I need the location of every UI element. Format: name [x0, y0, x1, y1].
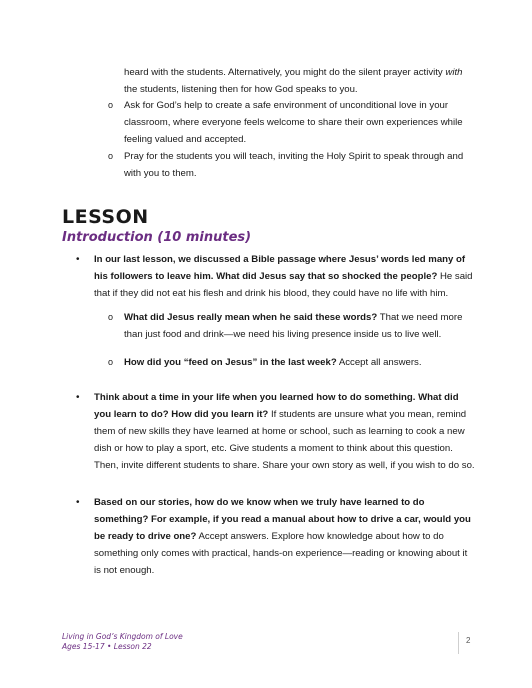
- bullet-marker: •: [76, 497, 80, 508]
- continuation-paragraph: heard with the students. Alternatively, you might do the silent prayer activity with the students, listening then for how God speaks to you.: [124, 67, 463, 95]
- bullet-marker: •: [76, 392, 80, 403]
- bullet-text: In our last lesson, we discussed a Bible passage where Jesus’ words led many of his followers to leave him. What did Jesus say that so shocked the people? He said that if they did not eat his flesh and drink his blood, they could have no life with him.: [94, 254, 473, 299]
- sub-bullet-marker: o: [108, 100, 114, 110]
- bullet-subitem-text: How did you “feed on Jesus” in the last week? Accept all answers.: [124, 357, 422, 368]
- bullet-subitem-text: What did Jesus really mean when he said these words? That we need more than just food and drink—we need his living presence inside us to live well.: [124, 312, 463, 340]
- bullet-marker: •: [76, 254, 80, 265]
- footer-subtitle: Ages 15-17 • Lesson 22: [62, 642, 152, 651]
- footer-divider: [458, 632, 459, 654]
- sub-bullet-marker: o: [108, 312, 114, 322]
- bullet-text: Based on our stories, how do we know when we truly have learned to do something? For example, if you read a manual about how to drive a car, would you be ready to drive one? Accept answers. Explore how knowledge about how to do something only comes with practical, hands-on experience—reading or knowing about it is not enough.: [94, 497, 471, 576]
- prep-subitem-text: Ask for God’s help to create a safe environment of unconditional love in your classroom, where everyone feels welcome to share their own experiences while feeling valued and accepted.: [124, 100, 463, 145]
- section-heading: Introduction (10 minutes): [62, 230, 252, 245]
- page-footer: [62, 632, 183, 652]
- footer-title: Living in God’s Kingdom of Love: [62, 632, 183, 641]
- lesson-heading: LESSON: [62, 206, 149, 228]
- bullet-subitem: [108, 354, 476, 371]
- prep-subitem: [108, 148, 476, 182]
- sub-bullet-marker: o: [108, 151, 114, 161]
- sub-bullet-marker: o: [108, 357, 114, 367]
- bullet-text: Think about a time in your life when you learned how to do something. What did you learn to do? How did you learn it? If students are unsure what you mean, remind them of new skills they have learned at home or school, such as learning to cook a new dish or how to play a sport, etc. Give students a moment to think about this question. Then, invite different students to share. Share your own story as well, if you wish to do so.: [94, 392, 475, 471]
- page-number: 2: [466, 636, 471, 645]
- prep-subitem-text: Pray for the students you will teach, inviting the Holy Spirit to speak through and with you to them.: [124, 151, 464, 179]
- lesson-bullet: [76, 494, 476, 579]
- bullet-subitem: [108, 309, 476, 343]
- lesson-bullet: [76, 389, 476, 474]
- prep-subitem: [108, 97, 476, 148]
- lesson-bullet: [76, 251, 476, 302]
